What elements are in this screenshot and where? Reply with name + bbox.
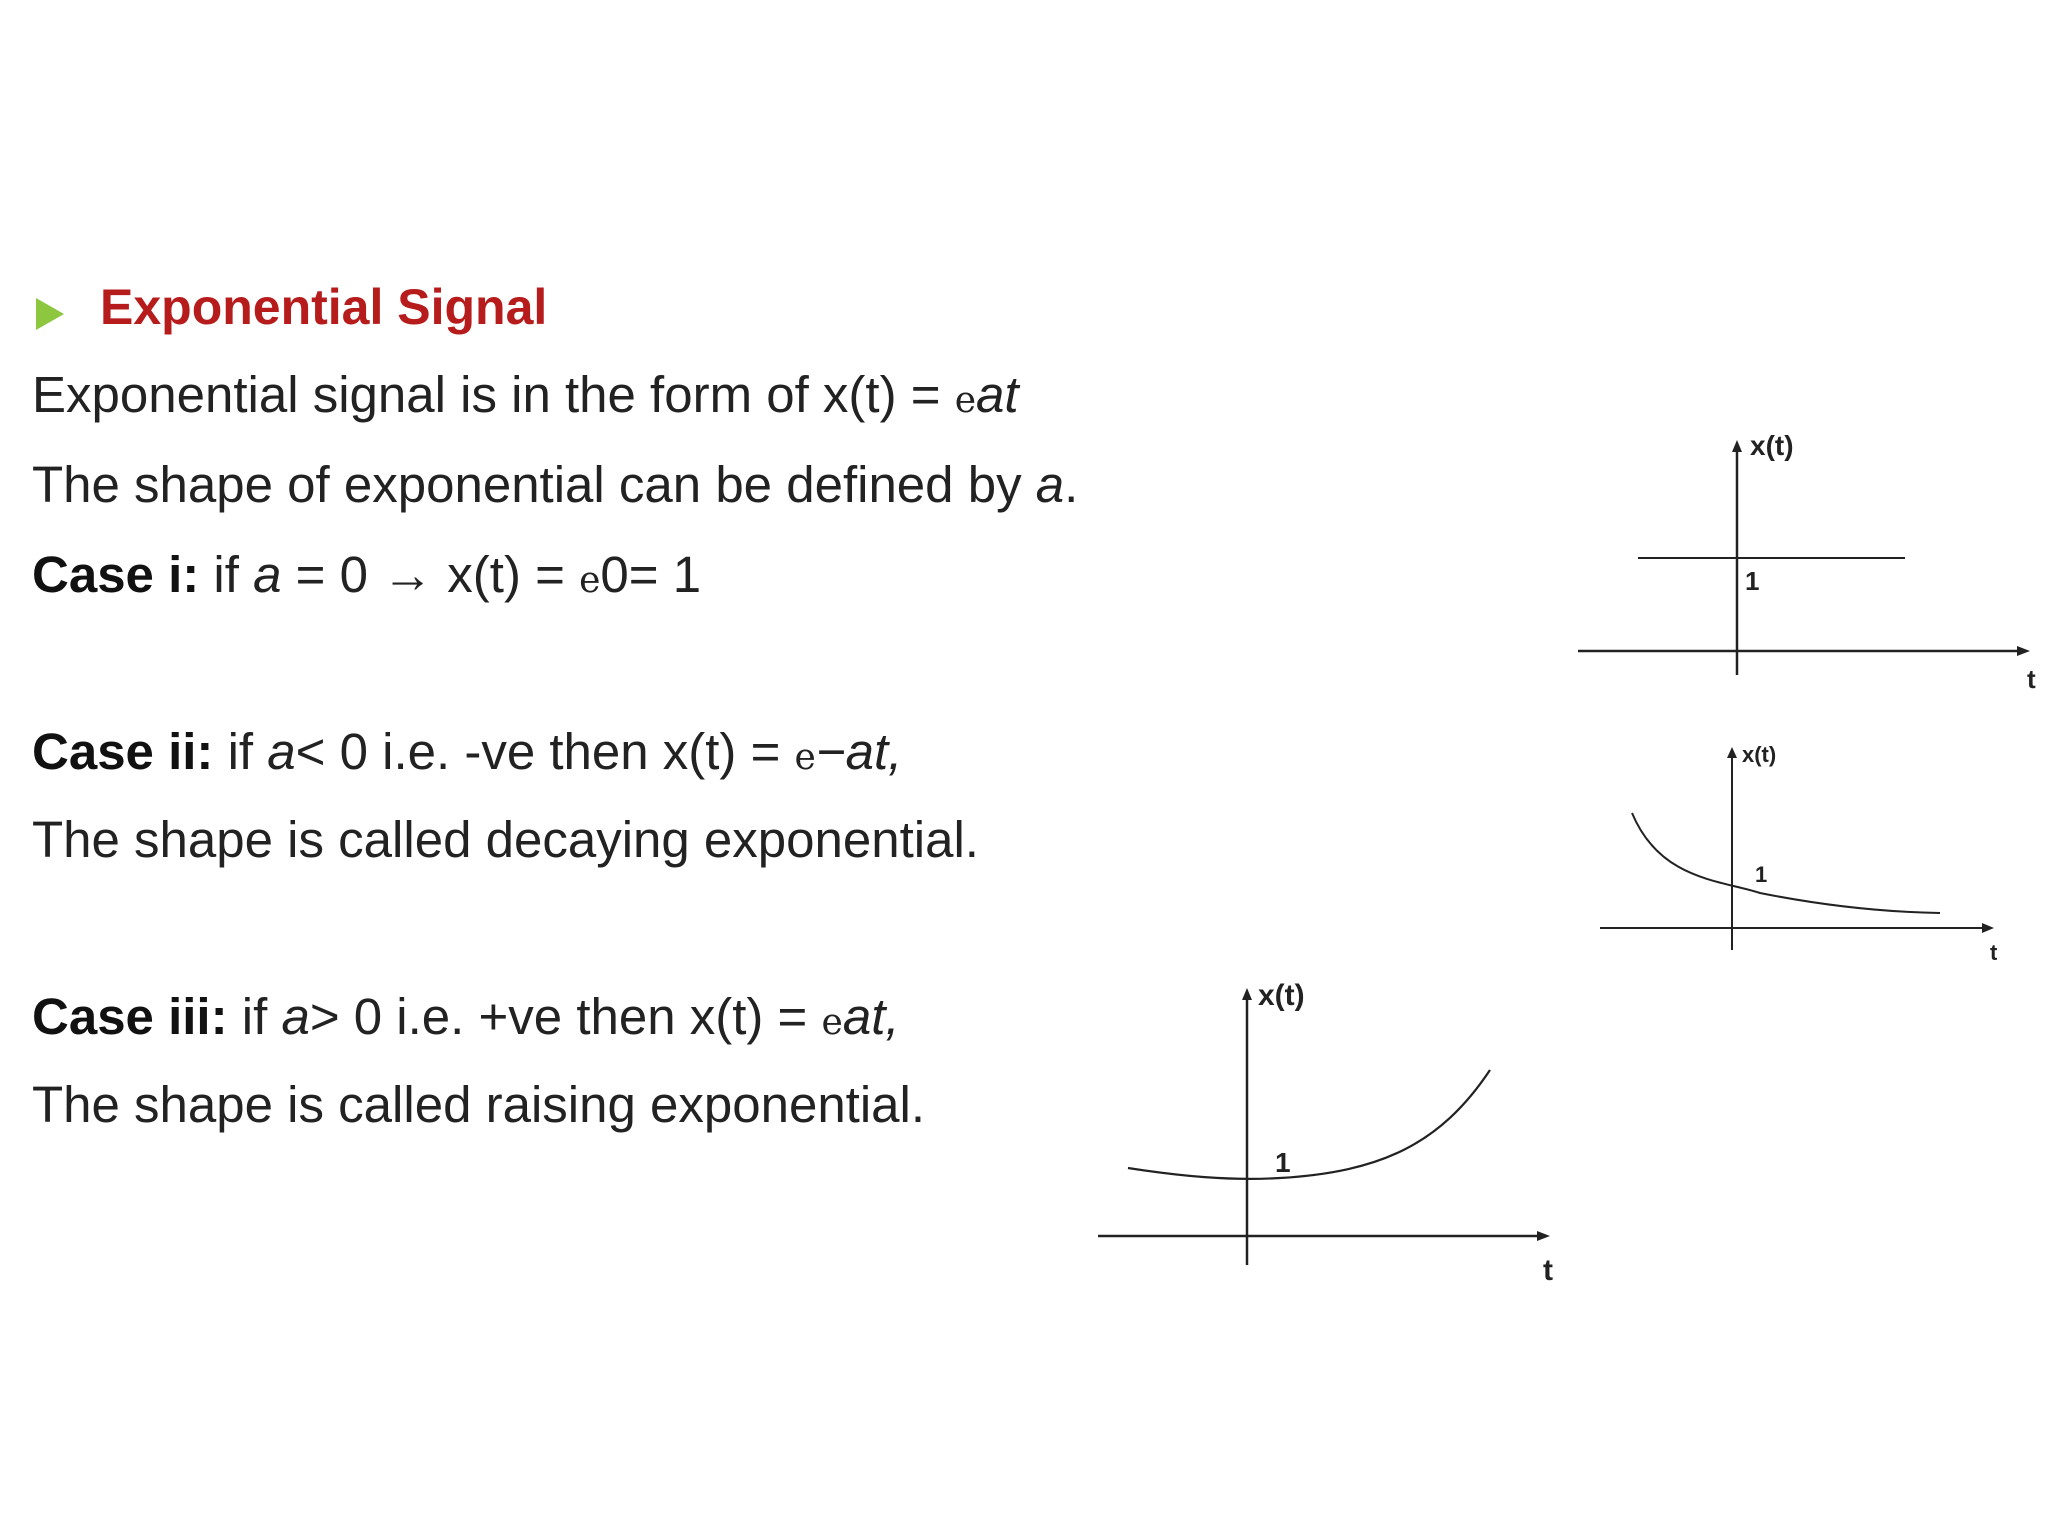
rising-one-label: 1 [1275, 1147, 1291, 1178]
case-i-exp-base: e [579, 560, 601, 601]
case-iii-tail: at, [842, 988, 900, 1045]
case-i-label: Case i: [32, 546, 200, 603]
case-iii-description: The shape is called raising exponential. [32, 1076, 926, 1133]
case-i-var: a [253, 546, 282, 603]
case-iii-exp-base: e [821, 1002, 843, 1043]
case-iii-label: Case iii: [32, 988, 228, 1045]
rising-y-label: x(t) [1258, 979, 1305, 1012]
case-ii-mid: < 0 i.e. -ve then x(t) = [295, 723, 795, 780]
case-i-if: if [199, 546, 254, 603]
rising-x-arrow [1537, 1231, 1550, 1241]
exp-base: e [954, 380, 976, 421]
case-ii-line [32, 722, 902, 781]
case-ii-label: Case ii: [32, 723, 214, 780]
case-iii-line [32, 987, 900, 1046]
case-i-line [32, 545, 701, 604]
case-iii-var: a [281, 988, 310, 1045]
shape-text: The shape of exponential can be defined by [32, 456, 1036, 513]
definition-line [32, 365, 1019, 424]
case-ii-exp-base: e [794, 737, 816, 778]
constant-x-arrow [2017, 646, 2030, 656]
shape-line [32, 455, 1078, 514]
bullet-triangle-icon [36, 298, 64, 330]
rising-x-label: t [1543, 1254, 1553, 1287]
constant-y-arrow [1732, 440, 1742, 452]
definition-text: Exponential signal is in the form of x(t) = [32, 366, 955, 423]
case-i-tail: 0= 1 [600, 546, 702, 603]
constant-one-label: 1 [1745, 566, 1760, 596]
case-i-mid: = 0 → x(t) = [281, 546, 580, 603]
case-ii-if: if [213, 723, 268, 780]
decaying-one-label: 1 [1755, 862, 1768, 887]
rising-curve [1128, 1070, 1490, 1179]
case-ii-description: The shape is called decaying exponential. [32, 811, 979, 868]
decaying-x-arrow [1982, 923, 1994, 933]
constant-y-label: x(t) [1750, 430, 1794, 461]
shape-var: a [1035, 456, 1065, 513]
case-iii-if: if [227, 988, 282, 1045]
case-ii-var: a [267, 723, 296, 780]
case-iii-mid: > 0 i.e. +ve then x(t) = [309, 988, 822, 1045]
case-ii-tail: −at, [815, 723, 903, 780]
shape-tail: . [1064, 456, 1079, 513]
constant-x-label: t [2027, 664, 2036, 694]
section-heading: Exponential Signal [100, 279, 548, 335]
decaying-y-arrow [1727, 747, 1737, 758]
decaying-x-label: t [1990, 940, 1998, 965]
decaying-curve [1632, 813, 1940, 913]
decaying-y-label: x(t) [1742, 742, 1777, 767]
rising-y-arrow [1242, 988, 1252, 1000]
exp-power: at [976, 366, 1019, 423]
